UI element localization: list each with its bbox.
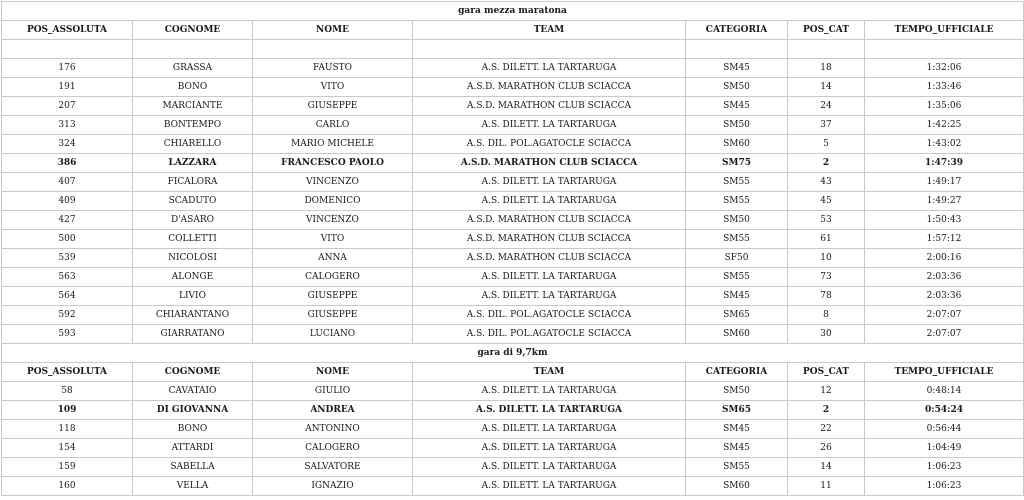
cell-tempo-ufficiale: 0:56:44 (865, 420, 1024, 439)
cell-cognome: FICALORA (133, 173, 253, 192)
table-row (2, 78, 1024, 97)
column-header-team: TEAM (413, 363, 686, 382)
column-header-pos-cat: POS_CAT (788, 363, 865, 382)
cell-tempo-ufficiale: 1:57:12 (865, 230, 1024, 249)
results-table (1, 1, 1024, 496)
cell-categoria: SM60 (686, 325, 788, 344)
cell-pos-cat: 18 (788, 59, 865, 78)
column-header-pos-cat: POS_CAT (788, 21, 865, 40)
cell-team: A.S. DILETT. LA TARTARUGA (413, 382, 686, 401)
cell-team: A.S. DILETT. LA TARTARUGA (413, 287, 686, 306)
cell-nome: LUCIANO (253, 325, 413, 344)
cell-tempo-ufficiale: 1:06:23 (865, 477, 1024, 496)
cell-team: A.S. DILETT. LA TARTARUGA (413, 477, 686, 496)
column-header-nome: NOME (253, 363, 413, 382)
cell-pos-assoluta: 324 (2, 135, 133, 154)
cell-cognome: VELLA (133, 477, 253, 496)
cell-pos-assoluta: 58 (2, 382, 133, 401)
cell-pos-assoluta: 160 (2, 477, 133, 496)
cell-pos-cat: 73 (788, 268, 865, 287)
cell-pos-cat: 8 (788, 306, 865, 325)
cell-tempo-ufficiale: 2:00:16 (865, 249, 1024, 268)
cell-cognome: GRASSA (133, 59, 253, 78)
cell-pos-cat: 5 (788, 135, 865, 154)
cell-team: A.S. DILETT. LA TARTARUGA (413, 268, 686, 287)
cell-tempo-ufficiale: 1:42:25 (865, 116, 1024, 135)
cell-cognome: MARCIANTE (133, 97, 253, 116)
cell-nome: VINCENZO (253, 211, 413, 230)
cell-pos-assoluta: 159 (2, 458, 133, 477)
cell-pos-assoluta: 407 (2, 173, 133, 192)
cell-cognome: CHIARANTANO (133, 306, 253, 325)
cell-pos-cat: 78 (788, 287, 865, 306)
table-row (2, 458, 1024, 477)
cell-categoria: SM55 (686, 230, 788, 249)
cell-tempo-ufficiale: 1:49:27 (865, 192, 1024, 211)
cell-pos-assoluta: 564 (2, 287, 133, 306)
cell-nome: DOMENICO (253, 192, 413, 211)
cell-tempo-ufficiale: 1:35:06 (865, 97, 1024, 116)
cell-pos-assoluta: 563 (2, 268, 133, 287)
header-row (2, 363, 1024, 382)
cell-categoria: SM45 (686, 439, 788, 458)
cell-tempo-ufficiale: 1:47:39 (865, 154, 1024, 173)
cell-pos-cat: 43 (788, 173, 865, 192)
cell-categoria: SM50 (686, 211, 788, 230)
cell-categoria: SM55 (686, 173, 788, 192)
cell-pos-assoluta: 118 (2, 420, 133, 439)
column-header-nome: NOME (253, 21, 413, 40)
empty-row (2, 40, 1024, 59)
cell-pos-assoluta: 386 (2, 154, 133, 173)
cell-cognome: BONO (133, 78, 253, 97)
empty-cell (2, 40, 133, 59)
table-row (2, 249, 1024, 268)
cell-categoria: SM60 (686, 477, 788, 496)
cell-team: A.S. DILETT. LA TARTARUGA (413, 116, 686, 135)
cell-pos-cat: 37 (788, 116, 865, 135)
cell-pos-assoluta: 191 (2, 78, 133, 97)
cell-cognome: BONTEMPO (133, 116, 253, 135)
cell-categoria: SM45 (686, 420, 788, 439)
cell-cognome: D'ASARO (133, 211, 253, 230)
cell-nome: FRANCESCO PAOLO (253, 154, 413, 173)
table-row (2, 135, 1024, 154)
cell-cognome: SABELLA (133, 458, 253, 477)
cell-cognome: SCADUTO (133, 192, 253, 211)
cell-cognome: COLLETTI (133, 230, 253, 249)
table-row (2, 420, 1024, 439)
cell-nome: ANNA (253, 249, 413, 268)
cell-pos-cat: 61 (788, 230, 865, 249)
cell-pos-assoluta: 593 (2, 325, 133, 344)
column-header-cognome: COGNOME (133, 363, 253, 382)
cell-pos-cat: 2 (788, 401, 865, 420)
cell-tempo-ufficiale: 1:49:17 (865, 173, 1024, 192)
cell-tempo-ufficiale: 1:50:43 (865, 211, 1024, 230)
cell-pos-assoluta: 176 (2, 59, 133, 78)
cell-categoria: SF50 (686, 249, 788, 268)
cell-tempo-ufficiale: 0:54:24 (865, 401, 1024, 420)
cell-tempo-ufficiale: 2:03:36 (865, 287, 1024, 306)
section-title: gara mezza maratona (2, 2, 1024, 21)
cell-nome: CALOGERO (253, 439, 413, 458)
table-row (2, 97, 1024, 116)
cell-pos-assoluta: 539 (2, 249, 133, 268)
cell-nome: CARLO (253, 116, 413, 135)
cell-categoria: SM75 (686, 154, 788, 173)
cell-nome: ANTONINO (253, 420, 413, 439)
column-header-tempo-ufficiale: TEMPO_UFFICIALE (865, 363, 1024, 382)
cell-categoria: SM60 (686, 135, 788, 154)
cell-team: A.S. DILETT. LA TARTARUGA (413, 192, 686, 211)
empty-cell (865, 40, 1024, 59)
cell-pos-assoluta: 313 (2, 116, 133, 135)
cell-pos-cat: 26 (788, 439, 865, 458)
cell-nome: MARIO MICHELE (253, 135, 413, 154)
cell-tempo-ufficiale: 2:03:36 (865, 268, 1024, 287)
cell-cognome: BONO (133, 420, 253, 439)
cell-team: A.S. DILETT. LA TARTARUGA (413, 173, 686, 192)
cell-pos-cat: 45 (788, 192, 865, 211)
cell-categoria: SM45 (686, 97, 788, 116)
column-header-pos-assoluta: POS_ASSOLUTA (2, 363, 133, 382)
cell-team: A.S. DILETT. LA TARTARUGA (413, 458, 686, 477)
cell-nome: VITO (253, 78, 413, 97)
cell-pos-assoluta: 109 (2, 401, 133, 420)
cell-team: A.S. DIL. POL.AGATOCLE SCIACCA (413, 325, 686, 344)
cell-categoria: SM65 (686, 401, 788, 420)
section-title-row (2, 344, 1024, 363)
cell-cognome: LIVIO (133, 287, 253, 306)
section-title-row (2, 2, 1024, 21)
cell-team: A.S.D. MARATHON CLUB SCIACCA (413, 249, 686, 268)
cell-nome: VINCENZO (253, 173, 413, 192)
cell-nome: SALVATORE (253, 458, 413, 477)
cell-cognome: LAZZARA (133, 154, 253, 173)
header-row (2, 21, 1024, 40)
cell-categoria: SM55 (686, 192, 788, 211)
cell-tempo-ufficiale: 2:07:07 (865, 325, 1024, 344)
cell-team: A.S.D. MARATHON CLUB SCIACCA (413, 97, 686, 116)
cell-cognome: CAVATAIO (133, 382, 253, 401)
cell-pos-cat: 2 (788, 154, 865, 173)
cell-pos-assoluta: 500 (2, 230, 133, 249)
cell-team: A.S. DILETT. LA TARTARUGA (413, 401, 686, 420)
cell-team: A.S.D. MARATHON CLUB SCIACCA (413, 154, 686, 173)
cell-tempo-ufficiale: 2:07:07 (865, 306, 1024, 325)
table-row (2, 477, 1024, 496)
column-header-pos-assoluta: POS_ASSOLUTA (2, 21, 133, 40)
table-row (2, 116, 1024, 135)
column-header-cognome: COGNOME (133, 21, 253, 40)
empty-cell (413, 40, 686, 59)
cell-pos-assoluta: 207 (2, 97, 133, 116)
cell-team: A.S. DILETT. LA TARTARUGA (413, 439, 686, 458)
cell-team: A.S.D. MARATHON CLUB SCIACCA (413, 78, 686, 97)
cell-team: A.S.D. MARATHON CLUB SCIACCA (413, 211, 686, 230)
table-row (2, 192, 1024, 211)
table-row (2, 154, 1024, 173)
empty-cell (253, 40, 413, 59)
cell-tempo-ufficiale: 1:06:23 (865, 458, 1024, 477)
cell-nome: IGNAZIO (253, 477, 413, 496)
empty-cell (133, 40, 253, 59)
cell-nome: GIULIO (253, 382, 413, 401)
cell-cognome: NICOLOSI (133, 249, 253, 268)
empty-cell (788, 40, 865, 59)
cell-nome: GIUSEPPE (253, 287, 413, 306)
cell-cognome: ATTARDI (133, 439, 253, 458)
table-row (2, 230, 1024, 249)
cell-categoria: SM50 (686, 78, 788, 97)
cell-categoria: SM55 (686, 268, 788, 287)
cell-team: A.S. DILETT. LA TARTARUGA (413, 59, 686, 78)
cell-nome: FAUSTO (253, 59, 413, 78)
cell-team: A.S. DIL. POL.AGATOCLE SCIACCA (413, 306, 686, 325)
column-header-tempo-ufficiale: TEMPO_UFFICIALE (865, 21, 1024, 40)
empty-cell (686, 40, 788, 59)
table-row (2, 401, 1024, 420)
cell-categoria: SM65 (686, 306, 788, 325)
cell-categoria: SM50 (686, 116, 788, 135)
cell-tempo-ufficiale: 1:33:46 (865, 78, 1024, 97)
cell-tempo-ufficiale: 1:43:02 (865, 135, 1024, 154)
cell-cognome: DI GIOVANNA (133, 401, 253, 420)
cell-categoria: SM45 (686, 287, 788, 306)
cell-tempo-ufficiale: 1:32:06 (865, 59, 1024, 78)
cell-nome: GIUSEPPE (253, 306, 413, 325)
table-row (2, 211, 1024, 230)
table-row (2, 382, 1024, 401)
table-row (2, 439, 1024, 458)
cell-cognome: GIARRATANO (133, 325, 253, 344)
cell-cognome: CHIARELLO (133, 135, 253, 154)
table-row (2, 287, 1024, 306)
cell-categoria: SM45 (686, 59, 788, 78)
table-row (2, 306, 1024, 325)
table-row (2, 59, 1024, 78)
cell-pos-assoluta: 154 (2, 439, 133, 458)
cell-pos-cat: 12 (788, 382, 865, 401)
table-row (2, 325, 1024, 344)
cell-categoria: SM50 (686, 382, 788, 401)
cell-nome: CALOGERO (253, 268, 413, 287)
cell-cognome: ALONGE (133, 268, 253, 287)
column-header-categoria: CATEGORIA (686, 21, 788, 40)
cell-pos-cat: 11 (788, 477, 865, 496)
cell-team: A.S. DILETT. LA TARTARUGA (413, 420, 686, 439)
cell-tempo-ufficiale: 0:48:14 (865, 382, 1024, 401)
cell-pos-assoluta: 409 (2, 192, 133, 211)
cell-pos-assoluta: 427 (2, 211, 133, 230)
cell-pos-cat: 24 (788, 97, 865, 116)
cell-pos-cat: 30 (788, 325, 865, 344)
table-row (2, 173, 1024, 192)
cell-nome: GIUSEPPE (253, 97, 413, 116)
cell-team: A.S. DIL. POL.AGATOCLE SCIACCA (413, 135, 686, 154)
cell-pos-cat: 10 (788, 249, 865, 268)
cell-pos-cat: 14 (788, 78, 865, 97)
cell-categoria: SM55 (686, 458, 788, 477)
section-title: gara di 9,7km (2, 344, 1024, 363)
cell-tempo-ufficiale: 1:04:49 (865, 439, 1024, 458)
cell-pos-cat: 53 (788, 211, 865, 230)
cell-pos-cat: 14 (788, 458, 865, 477)
cell-pos-assoluta: 592 (2, 306, 133, 325)
cell-team: A.S.D. MARATHON CLUB SCIACCA (413, 230, 686, 249)
cell-nome: ANDREA (253, 401, 413, 420)
table-row (2, 268, 1024, 287)
cell-pos-cat: 22 (788, 420, 865, 439)
column-header-categoria: CATEGORIA (686, 363, 788, 382)
column-header-team: TEAM (413, 21, 686, 40)
cell-nome: VITO (253, 230, 413, 249)
